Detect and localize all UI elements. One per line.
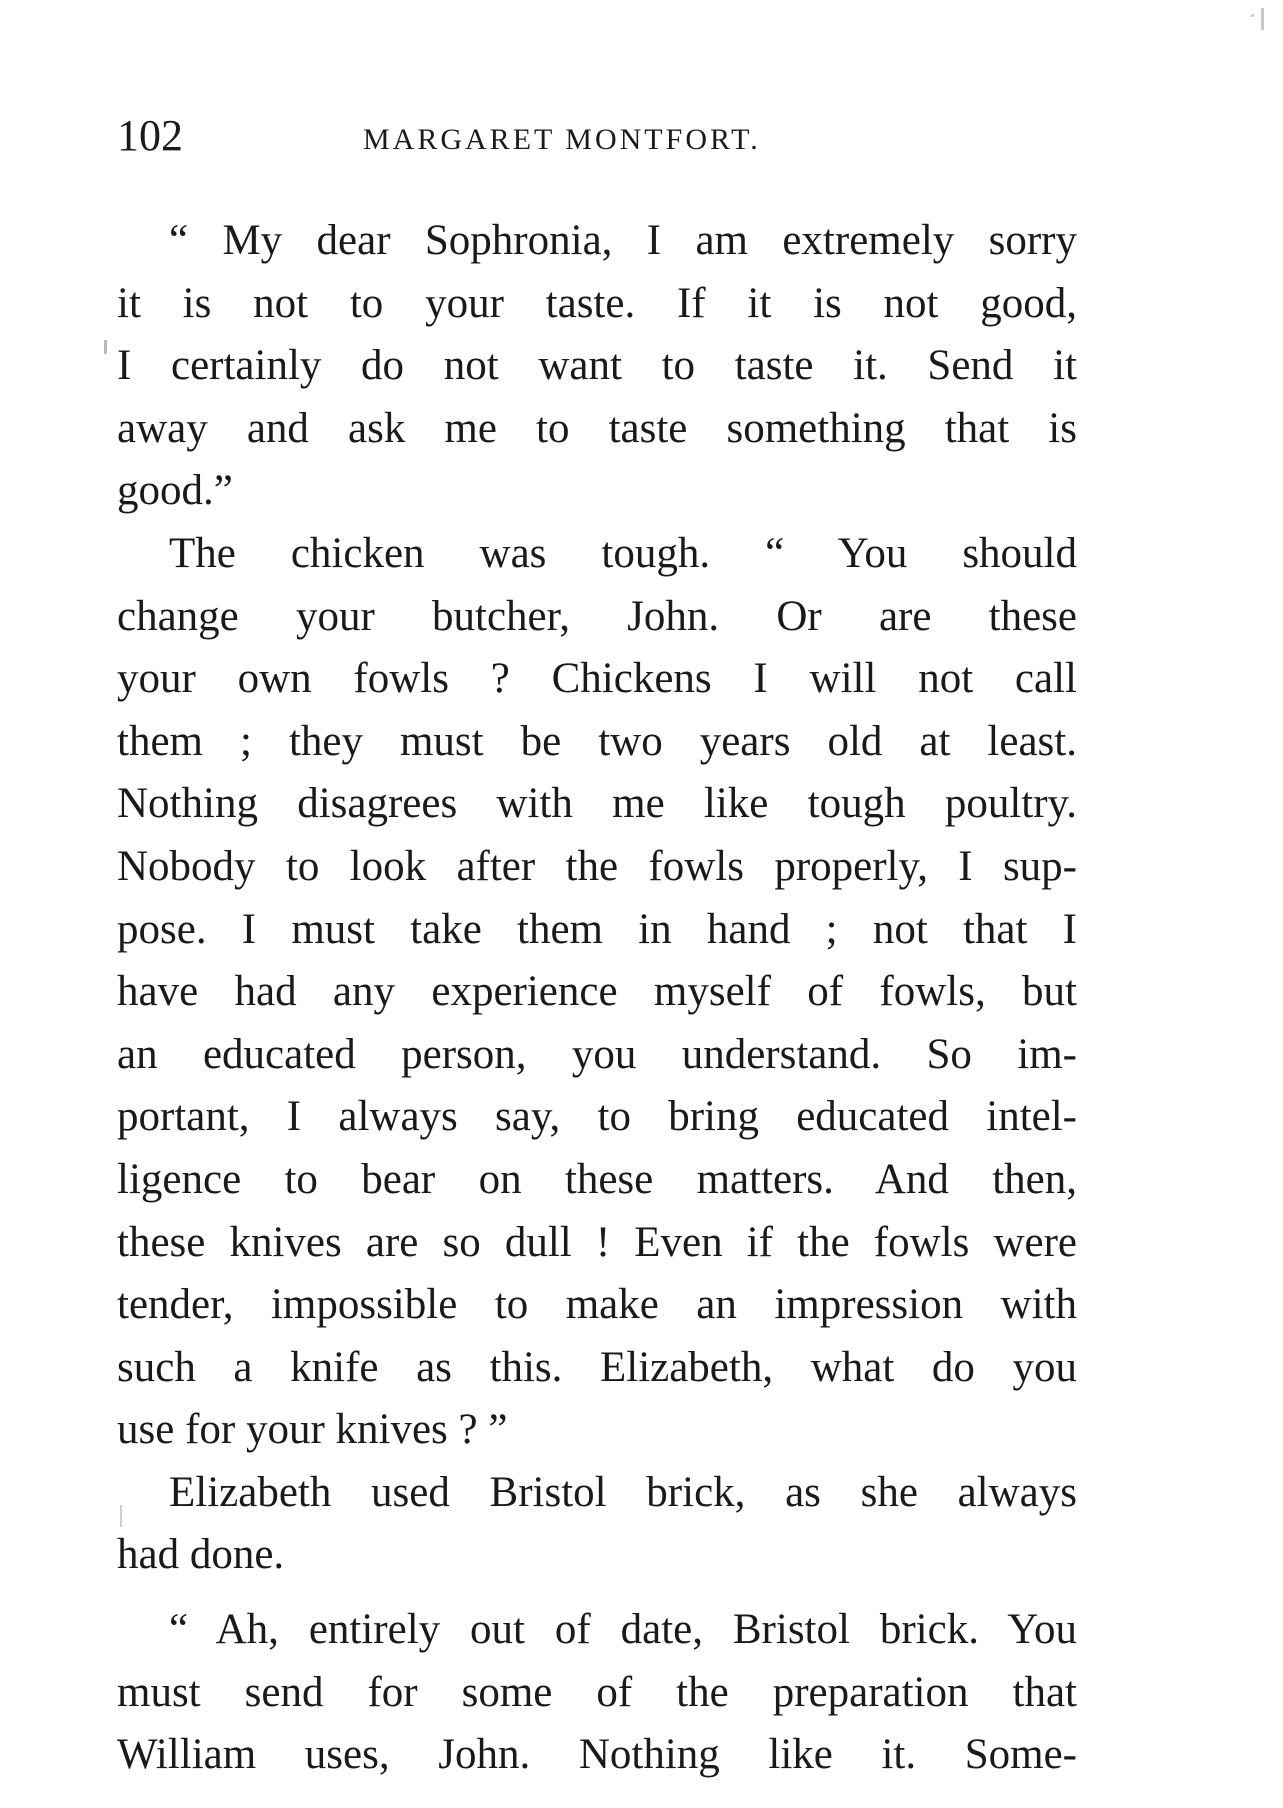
running-title: MARGARET MONTFORT. xyxy=(363,123,761,156)
text-line: William uses, John. Nothing like it. Some- xyxy=(117,1731,1077,1779)
text-line: Nothing disagrees with me like tough poultry. xyxy=(117,780,1077,828)
paragraph-gap xyxy=(117,1587,1077,1599)
scan-speck xyxy=(1261,8,1264,30)
text-line: change your butcher, John. Or are these xyxy=(117,592,1077,640)
text-line: these knives are so dull ! Even if the fowls were xyxy=(117,1218,1077,1266)
text-line: an educated person, you understand. So im- xyxy=(117,1030,1077,1078)
text-line: Elizabeth used Bristol brick, as she always xyxy=(169,1468,1077,1516)
text-line: I certainly do not want to taste it. Send it xyxy=(117,342,1077,390)
body-text xyxy=(117,210,1077,1787)
text-line: it is not to your taste. If it is not good, xyxy=(117,279,1077,327)
paragraph xyxy=(117,210,1077,523)
page-number: 102 xyxy=(117,111,183,160)
text-line: The chicken was tough. “ You should xyxy=(169,529,1077,577)
text-line: “ My dear Sophronia, I am extremely sorry xyxy=(169,217,1077,264)
paragraph xyxy=(117,1462,1077,1587)
text-line: good.” xyxy=(117,467,233,515)
text-line: Nobody to look after the fowls properly, I sup- xyxy=(117,842,1077,890)
text-line: ligence to bear on these matters. And then, xyxy=(117,1155,1077,1203)
text-line: tender, impossible to make an impression with xyxy=(117,1281,1077,1329)
scan-speck xyxy=(104,340,107,354)
text-line: have had any experience myself of fowls, but xyxy=(117,968,1077,1016)
scan-speck xyxy=(1251,14,1254,17)
text-line: them ; they must be two years old at least. xyxy=(117,717,1077,765)
paragraph xyxy=(117,1599,1077,1787)
text-line: must send for some of the preparation that xyxy=(117,1668,1077,1716)
text-line: use for your knives ? ” xyxy=(117,1406,508,1454)
text-line: had done. xyxy=(117,1531,285,1579)
text-line: your own fowls ? Chickens I will not call xyxy=(117,655,1077,703)
running-head xyxy=(117,108,1077,168)
text-line: such a knife as this. Elizabeth, what do you xyxy=(117,1343,1077,1391)
text-line: “ Ah, entirely out of date, Bristol brick. You xyxy=(169,1606,1077,1654)
text-line: portant, I always say, to bring educated intel- xyxy=(117,1093,1077,1141)
text-line: away and ask me to taste something that is xyxy=(117,404,1077,452)
paragraph xyxy=(117,523,1077,1462)
text-line: pose. I must take them in hand ; not that I xyxy=(117,905,1077,953)
